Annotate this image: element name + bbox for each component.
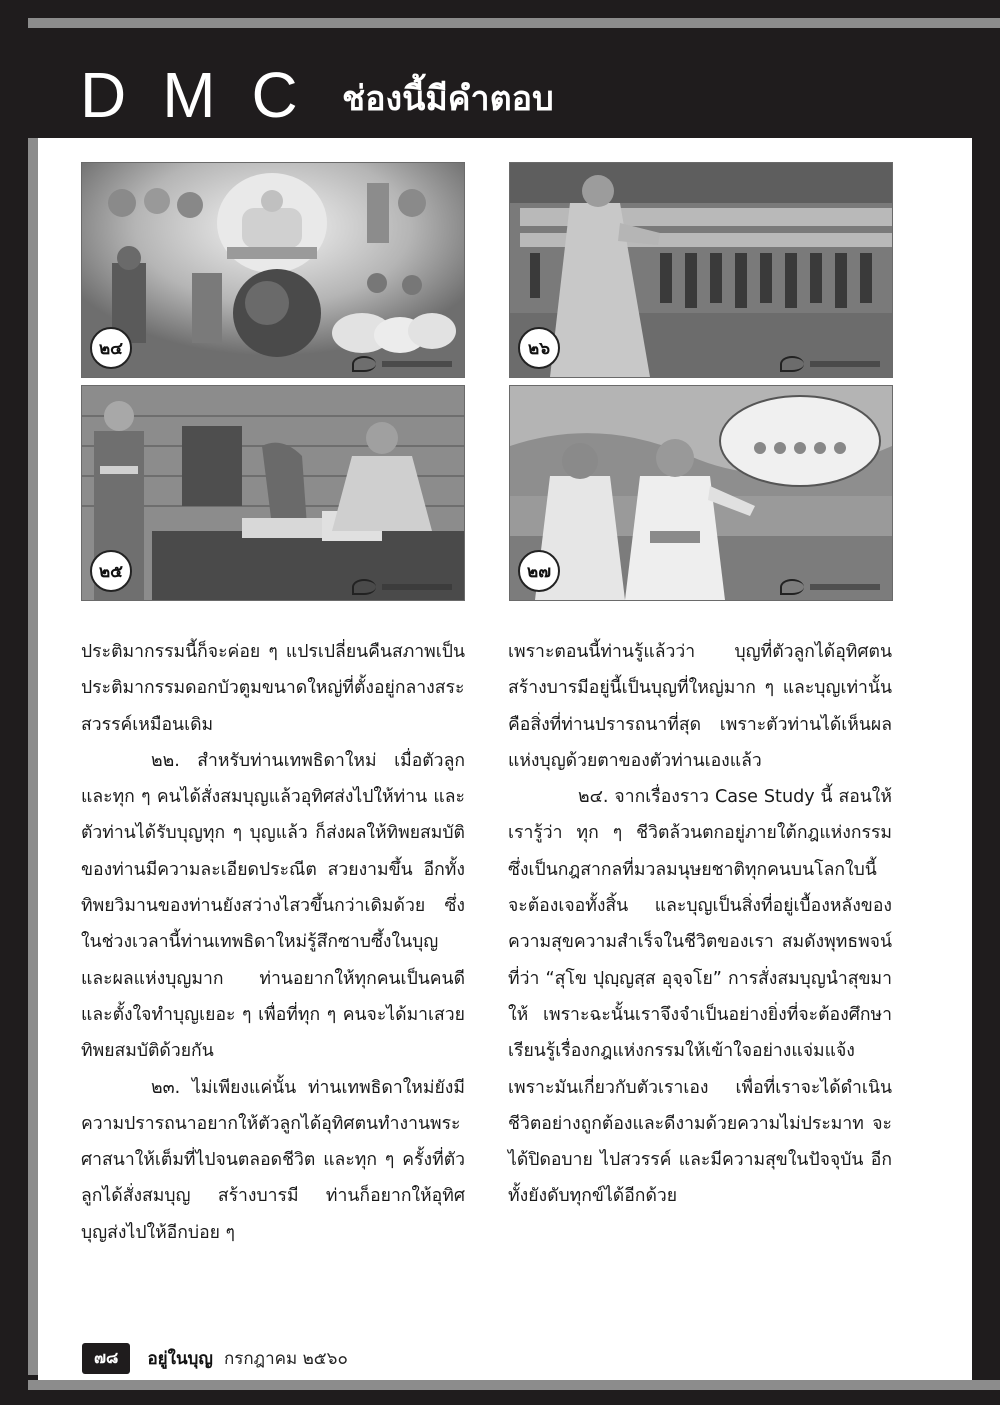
paragraph: เพราะตอนนี้ท่านรู้แล้วว่า บุญที่ตัวลูกได้อุทิศตนสร้างบารมีอยู่นี้เป็นบุญที่ใหญ่มาก ๆ และบุญเท่านั้นคือสิ่งที่ท่านปรารถนาที่สุด เพราะตัวท่านได้เห็นผลแห่งบุญด้วยตาของตัวท่านเองแล้ว	[508, 642, 892, 771]
figure-number-badge: ๒๔	[90, 327, 132, 369]
figure-number-badge: ๒๗	[518, 550, 560, 592]
magazine-name: อยู่ในบุญ	[147, 1349, 213, 1369]
issue-date: กรกฎาคม ๒๕๖๐	[223, 1349, 348, 1369]
illustration-27	[509, 385, 893, 601]
illustration-26	[509, 162, 893, 378]
figure-number-badge: ๒๕	[90, 550, 132, 592]
illustration-25	[81, 385, 465, 601]
watermark-logo	[352, 580, 452, 594]
watermark-logo	[780, 357, 880, 371]
paragraph: ๒๒. สำหรับท่านเทพธิดาใหม่ เมื่อตัวลูกและทุก ๆ คนได้สั่งสมบุญแล้วอุทิศส่งไปให้ท่าน และตัวท่านได้รับบุญทุก ๆ บุญแล้ว ก็ส่งผลให้ทิพยสมบัติของท่านมีความละเอียดประณีต สวยงามขึ้น อีกทั้งทิพยวิมานของท่านยังสว่างไสวขึ้นกว่าเดิมด้วย ซึ่งในช่วงเวลานี้ท่านเทพธิดาใหม่รู้สึกซาบซึ้งในบุญและผลแห่งบุญมาก ท่านอยากให้ทุกคนเป็นคนดีและตั้งใจทำบุญเยอะ ๆ เพื่อที่ทุก ๆ คนจะได้มาเสวยทิพยสมบัติด้วยกัน	[81, 750, 465, 1062]
left-text-column	[81, 634, 465, 1251]
watermark-logo	[780, 580, 880, 594]
bottom-rule	[28, 1380, 1000, 1390]
paragraph: ๒๓. ไม่เพียงแค่นั้น ท่านเทพธิดาใหม่ยังมีความปรารถนาอยากให้ตัวลูกได้อุทิศตนทำงานพระศาสนาให้เต็มที่ไปจนตลอดชีวิต และทุก ๆ ครั้งที่ตัวลูกได้สั่งสมบุญ สร้างบารมี ท่านก็อยากให้อุทิศบุญส่งไปให้อีกบ่อย ๆ	[81, 1077, 465, 1243]
paragraph: ๒๔. จากเรื่องราว Case Study นี้ สอนให้เรารู้ว่า ทุก ๆ ชีวิตล้วนตกอยู่ภายใต้กฎแห่งกรรม ซึ่งเป็นกฎสากลที่มวลมนุษยชาติทุกคนบนโลกใบนี้จะต้องเจอทั้งสิ้น และบุญเป็นสิ่งที่อยู่เบื้องหลังของความสุขความสำเร็จในชีวิตของเรา สมดังพุทธพจน์ที่ว่า “สุโข ปุญฺญสฺส อุจฺจโย” การสั่งสมบุญนำสุขมาให้ เพราะฉะนั้นเราจึงจำเป็นอย่างยิ่งที่จะต้องศึกษาเรียนรู้เรื่องกฎแห่งกรรมให้เข้าใจอย่างแจ่มแจ้ง เพราะมันเกี่ยวกับตัวเราเอง เพื่อที่เราจะได้ดำเนินชีวิตอย่างถูกต้องและดีงามด้วยความไม่ประมาท จะได้ปิดอบาย ไปสวรรค์ และมีความสุขในปัจจุบัน อีกทั้งยังดับทุกข์ได้อีกด้วย	[508, 787, 892, 1207]
right-text-column	[508, 634, 892, 1215]
column-title: ช่องนี้มีคำตอบ	[342, 79, 554, 119]
paragraph: ประติมากรรมนี้ก็จะค่อย ๆ แปรเปลี่ยนคืนสภาพเป็นประติมากรรมดอกบัวตูมขนาดใหญ่ที่ตั้งอยู่กลางสระสวรรค์เหมือนเดิม	[81, 642, 465, 735]
page-footer	[82, 1343, 348, 1373]
illustration-24	[81, 162, 465, 378]
figure-number-badge: ๒๖	[518, 327, 560, 369]
left-accent-bar	[28, 138, 38, 1375]
dmc-logo: DMC	[80, 59, 334, 131]
page-number: ๗๘	[82, 1343, 130, 1374]
watermark-logo	[352, 357, 452, 371]
top-rule	[28, 18, 1000, 28]
